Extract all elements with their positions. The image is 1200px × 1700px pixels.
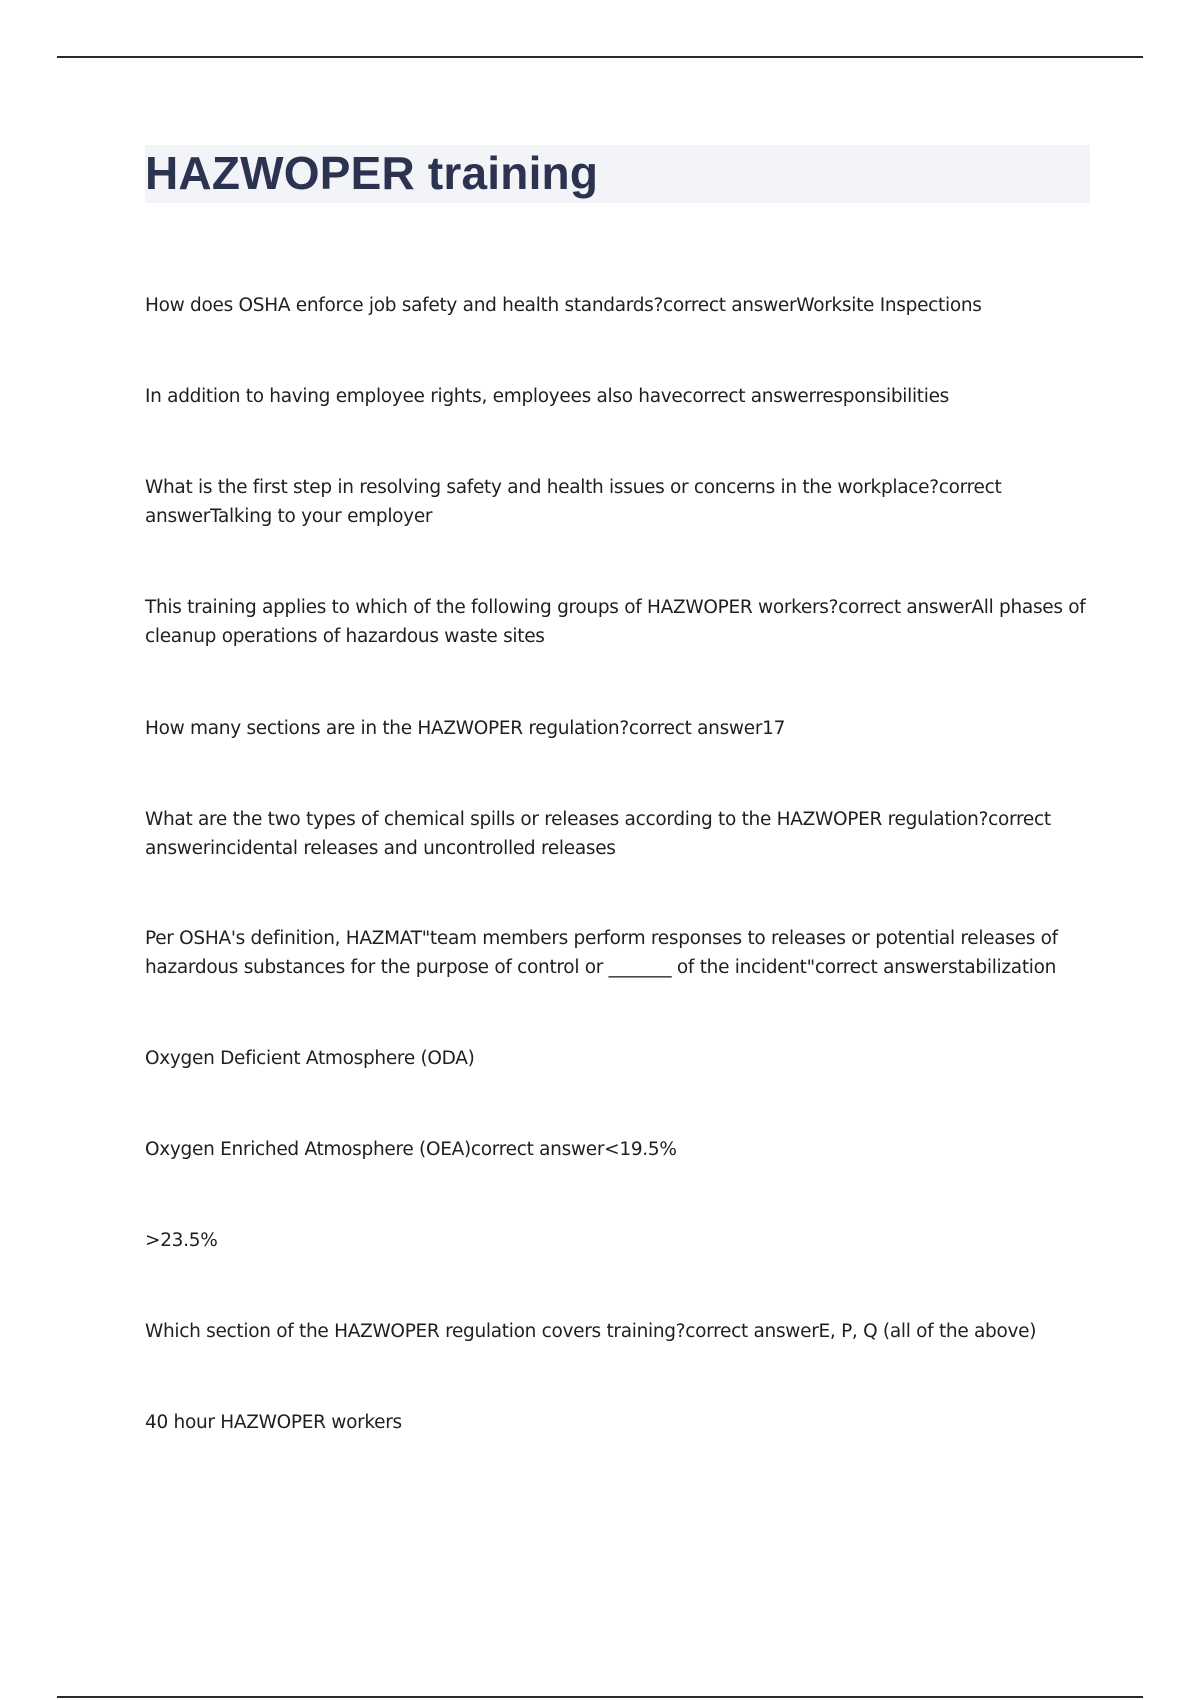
document-title: HAZWOPER training [145, 147, 599, 199]
qa-item: In addition to having employee rights, employees also havecorrect answerresponsibilities [145, 386, 950, 407]
qa-item: Per OSHA's definition, HAZMAT"team members perform responses to releases or potential releases of hazardous substances for the purpose of control or _______ of the incident"correct answerstabilization [145, 928, 1058, 978]
qa-item: This training applies to which of the following groups of HAZWOPER workers?correct answerAll phases of cleanup operations of hazardous waste sites [145, 597, 1086, 647]
qa-item: What are the two types of chemical spills or releases according to the HAZWOPER regulation?correct answerincidental releases and uncontrolled releases [145, 809, 1051, 859]
top-divider [57, 56, 1143, 58]
bottom-divider [57, 1696, 1143, 1698]
qa-item: 40 hour HAZWOPER workers [145, 1412, 402, 1433]
qa-item: How many sections are in the HAZWOPER regulation?correct answer17 [145, 718, 786, 739]
qa-item: >23.5% [145, 1230, 218, 1251]
qa-item: Oxygen Enriched Atmosphere (OEA)correct answer<19.5% [145, 1139, 677, 1160]
qa-item: What is the first step in resolving safety and health issues or concerns in the workplace?correct answerTalking to your employer [145, 477, 1002, 527]
qa-item: How does OSHA enforce job safety and health standards?correct answerWorksite Inspections [145, 295, 982, 316]
qa-item: Oxygen Deficient Atmosphere (ODA) [145, 1048, 475, 1069]
qa-item: Which section of the HAZWOPER regulation covers training?correct answerE, P, Q (all of the above) [145, 1321, 1037, 1342]
